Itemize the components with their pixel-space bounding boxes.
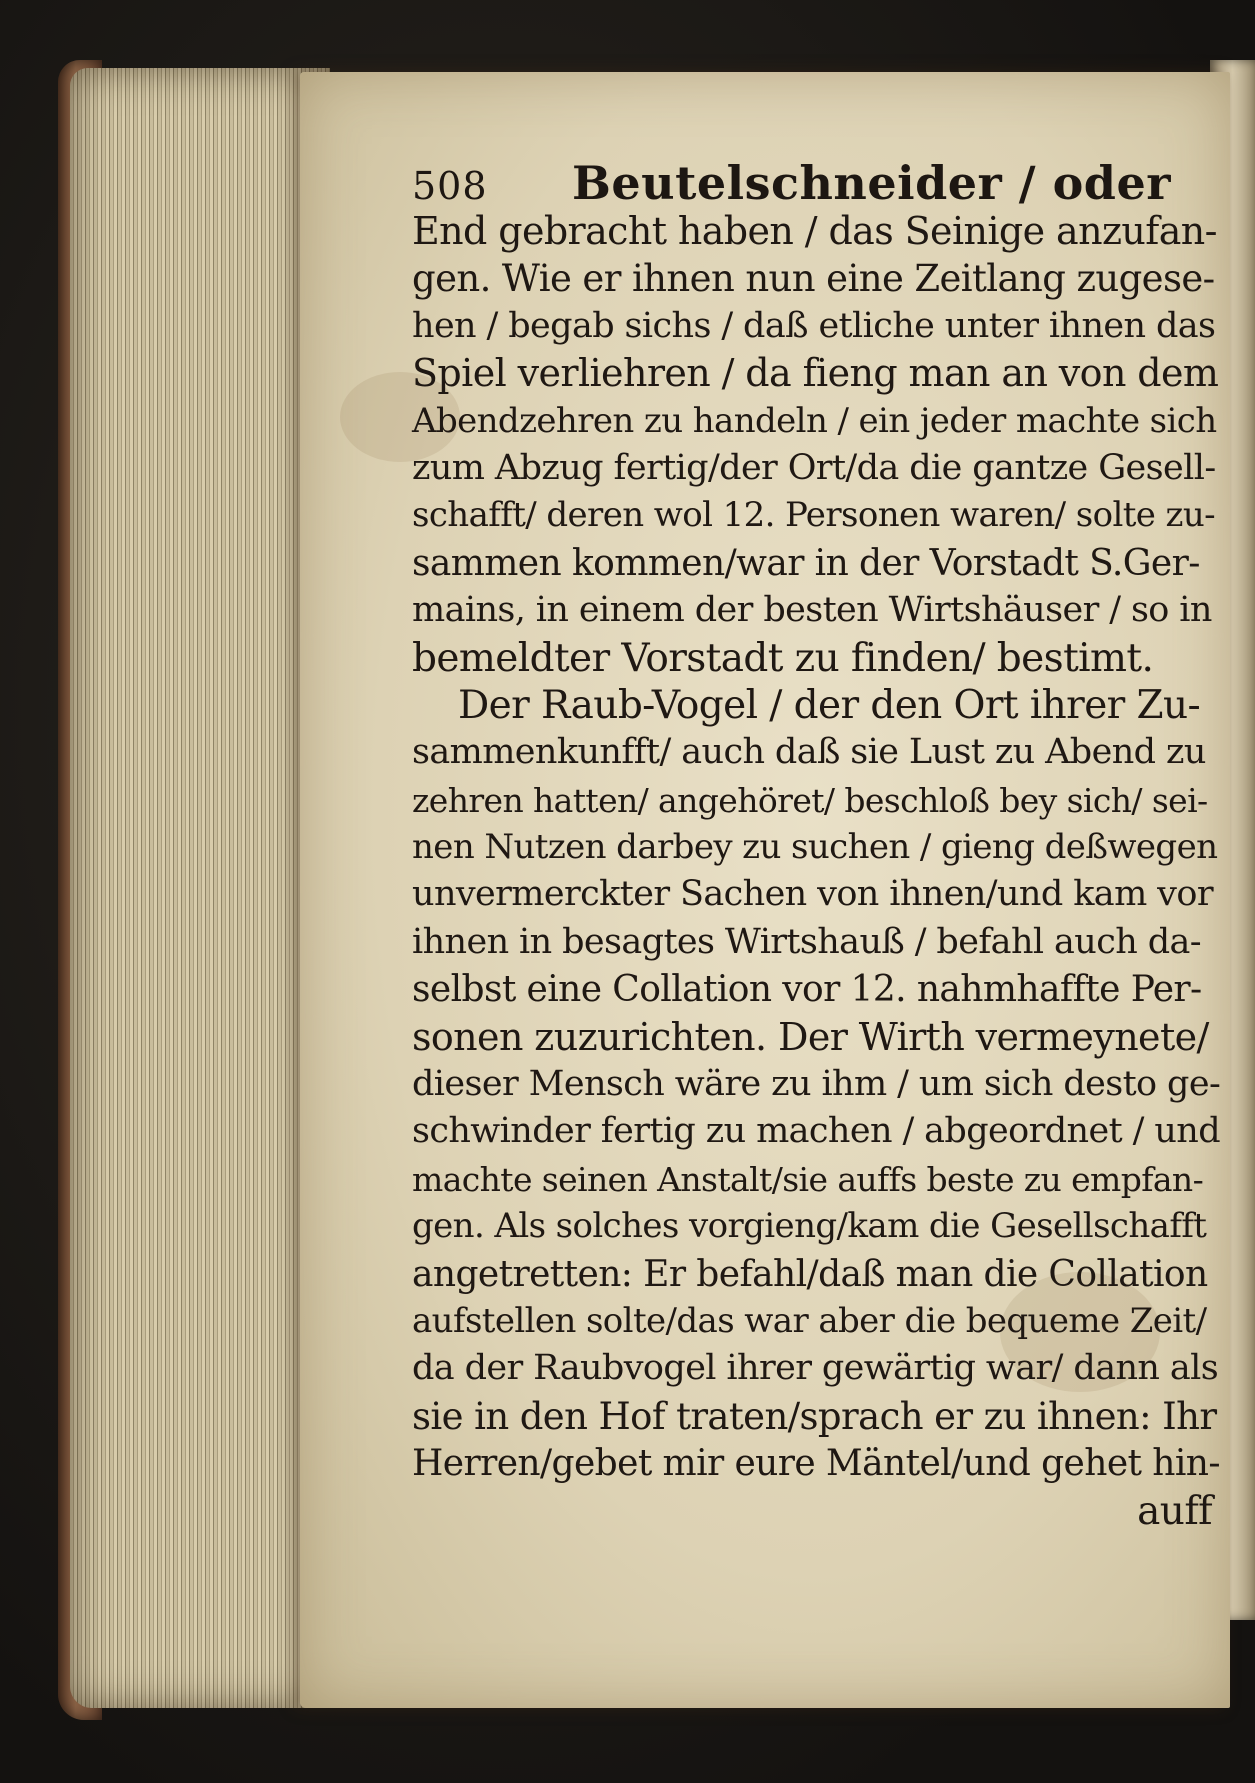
body-text [412,208,1220,1535]
text-line: da der Raubvogel ihrer gewärtig war/ dann als [412,1348,1219,1389]
text-line: Spiel verliehren / da fieng man an von dem [412,351,1219,396]
text-line: zum Abzug fertig/der Ort/da die gantze Gesell- [412,447,1216,488]
text-line: ihnen in besagtes Wirtshauß / befahl auch da- [412,921,1201,962]
text-line: Herren/gebet mir eure Mäntel/und gehet hin- [412,1443,1220,1485]
running-title: Beutelschneider / oder [572,156,1171,210]
text-line: schafft/ deren wol 12. Personen waren/ solte zu- [412,495,1216,536]
text-line: sonen zuzurichten. Der Wirth vermeynete/ [412,1014,1209,1059]
text-line: zehren hatten/ angehöret/ beschloß bey sich/ sei- [412,780,1208,820]
book-page [300,72,1230,1708]
text-line: sammen kommen/war in der Vorstadt S.Ger- [412,542,1200,584]
text-line: machte seinen Anstalt/sie auffs beste zu empfan- [412,1159,1204,1199]
text-line: gen. Als solches vorgieng/kam die Gesellschafft [412,1206,1207,1247]
text-line: nen Nutzen darbey zu suchen / gieng deßwegen [412,827,1218,868]
text-line: aufstellen solte/das war aber die bequeme Zeit/ [412,1300,1207,1341]
text-line: selbst eine Collation vor 12. nahmhaffte Per- [412,969,1202,1011]
text-line: schwinder fertig zu machen / abgeordnet / und [412,1111,1221,1152]
text-line: End gebracht haben / das Seinige anzufan- [412,209,1217,253]
page-stack-edge [70,68,330,1708]
text-line: angetretten: Er befahl/daß man die Collation [412,1253,1208,1295]
page-number: 508 [412,164,488,208]
text-line: mains, in einem der besten Wirtshäuser / so in [412,590,1212,631]
text-line: gen. Wie er ihnen nun eine Zeitlang zugese- [412,257,1215,301]
text-line: bemeldter Vorstadt zu finden/ bestimt. [412,635,1154,681]
text-line: hen / begab sichs / daß etliche unter ihnen das [412,305,1216,346]
text-line: sammenkunfft/ auch daß sie Lust zu Abend zu [412,732,1206,773]
paragraph-start-line: Der Raub-Vogel / der den Ort ihrer Zu- [458,682,1201,728]
catchword: auff [1137,1488,1212,1534]
text-line: Abendzehren zu handeln / ein jeder machte sich [412,400,1217,441]
text-line: sie in den Hof traten/sprach er zu ihnen: Ihr [412,1394,1217,1438]
text-line: unvermerckter Sachen von ihnen/und kam vor [412,874,1213,915]
text-line: dieser Mensch wäre zu ihm / um sich desto ge- [412,1064,1221,1105]
